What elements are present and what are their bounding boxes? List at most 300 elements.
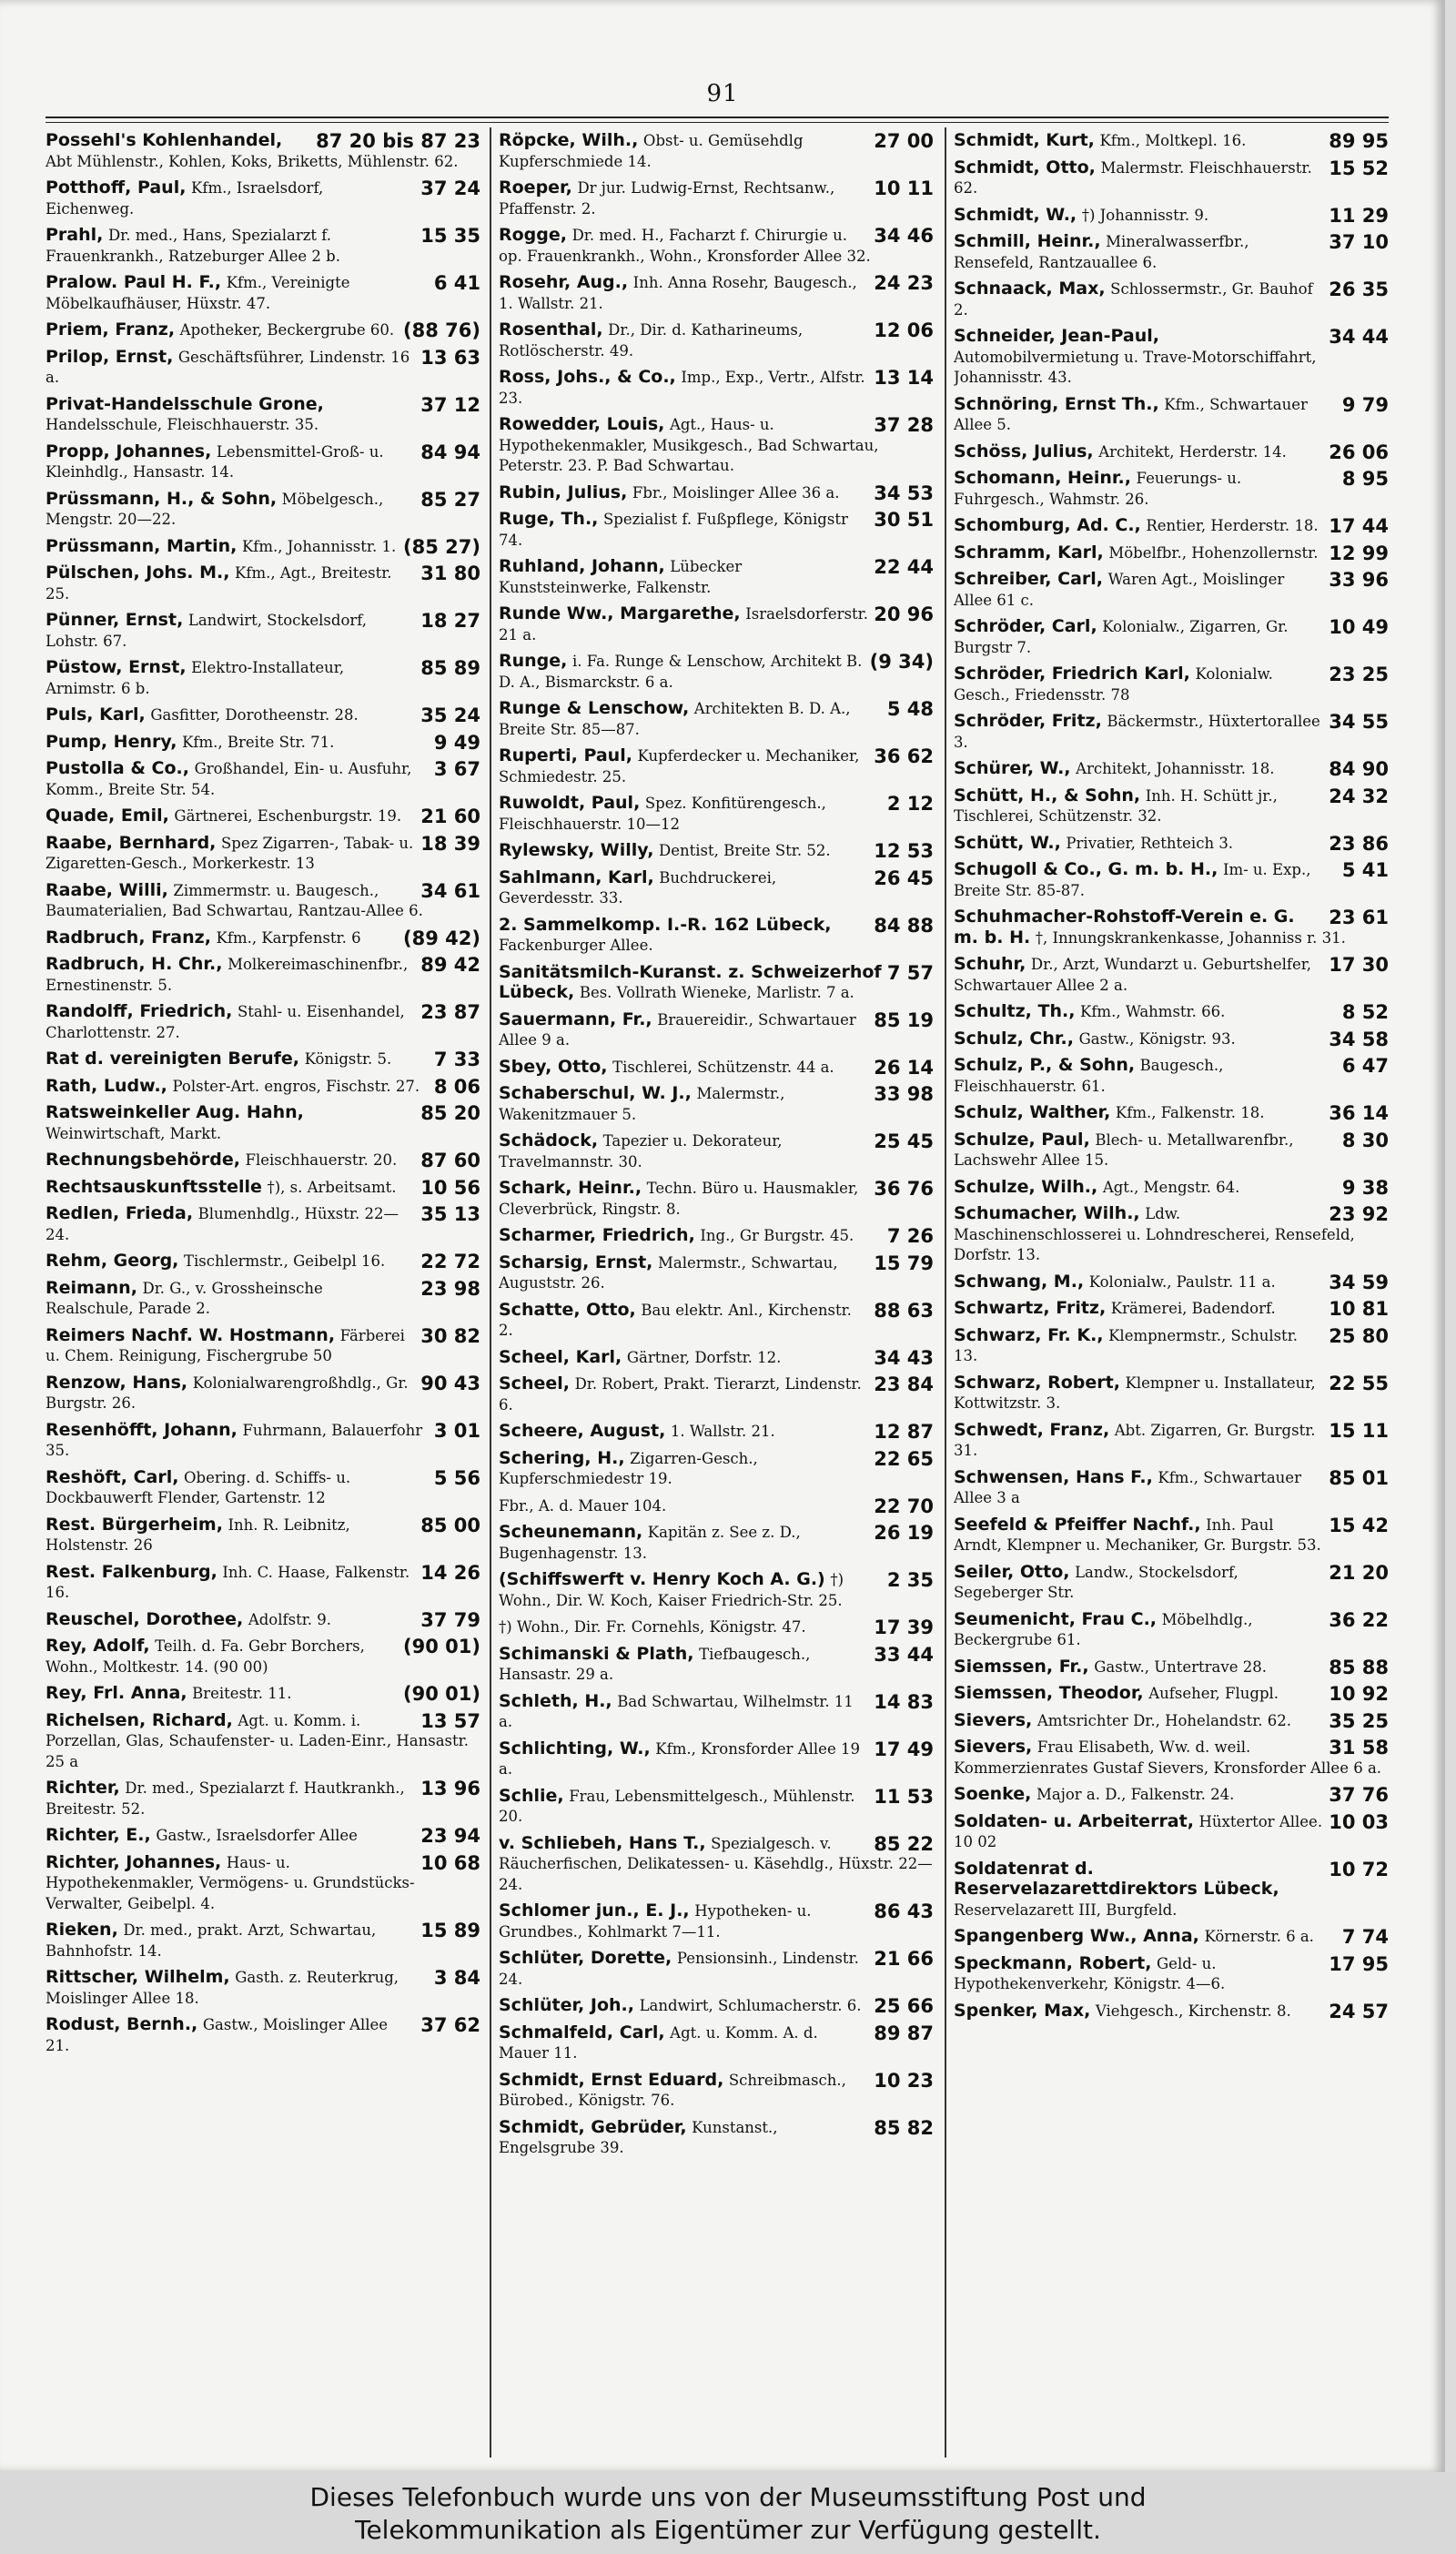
directory-column-3 [954, 131, 1389, 2457]
entry-phone: 37 62 [420, 2015, 480, 2036]
entry-details: Zigarren-Gesch., Kupferschmiedestr 19. [499, 1449, 758, 1487]
entry-name: Röpcke, Wilh., [499, 131, 639, 150]
directory-entry [499, 510, 934, 551]
directory-entry [499, 1570, 934, 1611]
entry-phone: 89 95 [1329, 131, 1389, 152]
entry-phone: 37 10 [1329, 232, 1389, 253]
entry-name: Privat-Handelsschule Grone, [46, 394, 324, 414]
entry-name: Richelsen, Richard, [46, 1710, 233, 1730]
directory-entry [499, 2023, 934, 2064]
entry-details: Kolonialw., Paulstr. 11 a. [1088, 1272, 1276, 1291]
entry-phone: (90 01) [403, 1637, 480, 1657]
entry-name: Schmalfeld, Carl, [499, 2022, 665, 2042]
directory-entry [499, 1692, 934, 1733]
entry-phone: 89 87 [874, 2022, 934, 2044]
entry-name: Sievers, [954, 1738, 1033, 1757]
entry-name: Schulz, Chr., [954, 1029, 1074, 1049]
entry-details: Großhandel, Ein- u. Ausfuhr, Komm., Breite Str. 54. [46, 760, 412, 798]
directory-entry [954, 664, 1389, 705]
directory-entry [499, 1645, 934, 1686]
entry-phone: 13 14 [874, 368, 934, 389]
entry-details: Dr. med., Spezialarzt f. Hautkrankh., Breitestr. 52. [46, 1779, 405, 1818]
directory-entry [46, 178, 480, 219]
directory-entry [46, 1711, 480, 1773]
entry-details: Geschäftsführer, Lindenstr. 16 a. [46, 348, 410, 386]
directory-entry [499, 273, 934, 314]
entry-phone: 7 57 [886, 962, 934, 984]
entry-name: Runge & Lenschow, [499, 699, 690, 718]
directory-entry [499, 841, 934, 862]
directory-entry [499, 1348, 934, 1369]
entry-phone: 87 60 [420, 1150, 480, 1171]
entry-phone: 2 12 [886, 794, 934, 815]
entry-phone: 9 79 [1341, 394, 1389, 416]
entry-phone: 85 00 [420, 1515, 480, 1536]
entry-name: Schütt, H., & Sohn, [954, 785, 1141, 806]
entry-details: Kfm., Wahmstr. 66. [1080, 1003, 1226, 1020]
entry-details: Lebensmittel-Groß- u. Kleinhdlg., Hansastr. 14. [46, 442, 384, 481]
entry-name: Reimers Nachf. W. Hostmann, [46, 1325, 336, 1345]
entry-details: Landw., Stockelsdorf, Segeberger Str. [954, 1563, 1239, 1601]
entry-details: Spez Zigarren-, Tabak- u. Zigaretten-Gesch., Morkerkestr. 13 [46, 834, 414, 872]
entry-name: Schlüter, Dorette, [499, 1949, 672, 1968]
entry-name: Schaberschul, W. J., [499, 1084, 692, 1103]
directory-entry [46, 1826, 480, 1847]
directory-entry [954, 1326, 1389, 1367]
entry-details: Adolfstr. 9. [248, 1610, 332, 1628]
directory-entry [499, 1787, 934, 1828]
entry-phone: 85 20 [420, 1103, 480, 1124]
entry-name: Scheel, [499, 1374, 570, 1394]
entry-phone: 14 83 [874, 1691, 934, 1713]
entry-phone: 10 49 [1329, 617, 1389, 638]
entry-name: Richter, E., [46, 1826, 151, 1845]
entry-phone: 15 11 [1329, 1420, 1389, 1442]
entry-phone: 22 65 [874, 1448, 934, 1470]
directory-entry [499, 1739, 934, 1780]
entry-name: Schneider, Jean-Paul, [954, 327, 1159, 346]
directory-entry [46, 1279, 480, 1320]
entry-details: Dr., Arzt, Wundarzt u. Geburtshelfer, Schwartauer Allee 2 a. [954, 956, 1312, 994]
entry-details: Techn. Büro u. Hausmakler, Cleverbrück, Ringstr. 8. [499, 1180, 859, 1218]
entry-phone: 26 19 [874, 1523, 934, 1544]
entry-name: Schultz, Th., [954, 1002, 1076, 1021]
entry-name: Schreiber, Carl, [954, 570, 1104, 589]
header-rule [46, 117, 1389, 118]
directory-entry [954, 1954, 1389, 1995]
entry-phone: 22 44 [874, 557, 934, 578]
entry-phone: 90 43 [420, 1373, 480, 1394]
directory-entry [954, 1515, 1389, 1556]
entry-name: Schlomer jun., E. J., [499, 1901, 690, 1921]
entry-name: Pülschen, Johs. M., [46, 563, 230, 583]
entry-phone: 88 63 [874, 1300, 934, 1322]
entry-details: Inh. Paul Arndt, Klempner u. Mechaniker, Gr. Burgstr. 53. [954, 1515, 1321, 1554]
entry-name: Schulz, P., & Sohn, [954, 1056, 1136, 1075]
directory-entry [46, 955, 480, 996]
entry-name: Soldatenrat d. Reservelazarettdirektors Lübeck, [954, 1859, 1279, 1899]
entry-details: Gasth. z. Reuterkrug, Moislinger Allee 18. [46, 1969, 399, 2007]
entry-details: Abt Mühlenstr., Kohlen, Koks, Briketts, Mühlenstr. 62. [46, 152, 459, 170]
directory-entry [46, 320, 480, 341]
entry-details: Obering. d. Schiffs- u. Dockbauwerft Flender, Gartenstr. 12 [46, 1468, 351, 1506]
entry-phone: 31 80 [420, 563, 480, 584]
entry-phone: 84 90 [1329, 759, 1389, 780]
entry-details: Körnerstr. 6 a. [1204, 1928, 1314, 1945]
entry-details: Malermstr., Wakenitzmauer 5. [499, 1085, 785, 1123]
entry-name: Raabe, Bernhard, [46, 833, 217, 853]
directory-entry [954, 206, 1389, 227]
entry-details: Waren Agt., Moislinger Allee 61 c. [954, 571, 1285, 609]
entry-name: Runde Ww., Margarethe, [499, 604, 741, 623]
entry-phone: 7 26 [886, 1226, 934, 1247]
entry-phone: 12 53 [874, 841, 934, 862]
directory-entry [499, 415, 934, 477]
entry-details: Gastw., Israelsdorfer Allee [156, 1827, 358, 1844]
entry-details: i. Fa. Runge & Lenschow, Architekt B. D. A., Bismarckstr. 6 a. [499, 653, 863, 691]
entry-phone: 34 58 [1329, 1029, 1389, 1049]
entry-phone: 35 24 [420, 705, 480, 726]
entry-phone: 22 70 [874, 1495, 934, 1516]
directory-entry [46, 1150, 480, 1171]
entry-details: Spezialist f. Fußpflege, Königstr 74. [499, 511, 848, 549]
entry-phone: 25 80 [1329, 1325, 1389, 1347]
directory-entry [954, 712, 1389, 753]
entry-name: Ruperti, Paul, [499, 746, 632, 765]
entry-phone: 24 57 [1329, 2001, 1389, 2022]
entry-name: Radbruch, Franz, [46, 927, 211, 948]
entry-details: Tischlerei, Schützenstr. 44 a. [612, 1058, 834, 1076]
entry-phone: 30 51 [874, 510, 934, 531]
entry-name: Schuhmacher-Rohstoff-Verein e. G. m. b. H. [954, 907, 1295, 948]
entry-phone: 84 88 [874, 915, 934, 937]
entry-details: †) Wohn., Dir. W. Koch, Kaiser Friedrich-Str. 25. [499, 1571, 844, 1609]
entry-phone: 30 82 [420, 1325, 480, 1347]
directory-entry [46, 1421, 480, 1462]
entry-name: Püstow, Ernst, [46, 658, 187, 677]
entry-name: Rest. Bürgerheim, [46, 1515, 223, 1535]
entry-name: Richter, [46, 1779, 120, 1798]
entry-name: Schwensen, Hans F., [954, 1467, 1153, 1487]
entry-name: Potthoff, Paul, [46, 178, 187, 198]
entry-name: Schramm, Karl, [954, 542, 1104, 562]
entry-name: Schöss, Julius, [954, 441, 1094, 461]
entry-name: Schlüter, Joh., [499, 1996, 634, 2015]
entry-phone: 84 94 [420, 441, 480, 463]
entry-phone: 12 87 [874, 1422, 934, 1443]
directory-entry [499, 1226, 934, 1247]
entry-name: Possehl's Kohlenhandel, [46, 131, 283, 150]
entry-phone: 10 81 [1329, 1299, 1389, 1320]
entry-name: Raabe, Willi, [46, 880, 168, 900]
directory-entry [46, 1468, 480, 1509]
entry-details: Im- u. Exp., Breite Str. 85-87. [954, 861, 1311, 899]
directory-entry [499, 1179, 934, 1220]
entry-phone: 13 63 [420, 347, 480, 369]
entry-name: Schark, Heinr., [499, 1179, 642, 1198]
entry-name: Renzow, Hans, [46, 1373, 188, 1393]
entry-details: Kfm., Moltkepl. 16. [1099, 132, 1247, 149]
directory-entry [499, 226, 934, 267]
entry-details: Gastw., Untertrave 28. [1094, 1657, 1267, 1676]
directory-entry [499, 1253, 934, 1294]
entry-details: Möbelgesch., Mengstr. 20—22. [46, 490, 384, 528]
entry-details: Gastw., Königstr. 93. [1078, 1029, 1236, 1048]
entry-details: Dentist, Breite Str. 52. [659, 842, 831, 859]
entry-name: Schuhr, [954, 955, 1026, 974]
entry-name: Prüssmann, H., & Sohn, [46, 489, 278, 509]
entry-details: Hypotheken- u. Grundbes., Kohlmarkt 7—11. [499, 1902, 812, 1941]
directory-entry [954, 1056, 1389, 1097]
entry-name: Spangenberg Ww., Anna, [954, 1927, 1199, 1946]
entry-name: Schulze, Paul, [954, 1130, 1090, 1150]
entry-details: Privatier, Rethteich 3. [1066, 834, 1234, 852]
entry-details: Pensionsinh., Lindenstr. 24. [499, 1950, 859, 1988]
entry-details: Fbr., A. d. Mauer 104. [499, 1496, 667, 1515]
directory-entry [954, 395, 1389, 436]
directory-column-2 [499, 131, 934, 2457]
directory-entry [954, 1812, 1389, 1853]
entry-name: Pump, Henry, [46, 732, 177, 752]
entry-details: Kfm., Johannisstr. 1. [241, 537, 397, 555]
directory-entry [46, 131, 480, 172]
entry-name: Schomann, Heinr., [954, 469, 1131, 488]
directory-entry [499, 1422, 934, 1443]
directory-entry [954, 442, 1389, 463]
entry-phone: 14 26 [420, 1562, 480, 1584]
directory-entry [499, 963, 934, 1004]
entry-name: Pünner, Ernst, [46, 611, 184, 630]
entry-name: Ruge, Th., [499, 510, 599, 529]
directory-entry [954, 907, 1389, 948]
directory-entry [46, 1610, 480, 1631]
entry-details: Haus- u. Hypothekenmakler, Vermögens- u. Grundstücks-Verwalter, Geibelpl. 4. [46, 1853, 415, 1912]
entry-details: Polster-Art. engros, Fischstr. 27. [172, 1077, 420, 1095]
entry-details: Major a. D., Falkenstr. 24. [1036, 1786, 1235, 1803]
entry-name: Rogge, [499, 226, 567, 245]
entry-phone: 5 48 [886, 699, 934, 720]
directory-entry [954, 279, 1389, 320]
entry-details: Ing., Gr Burgstr. 45. [700, 1227, 854, 1244]
entry-details: Zimmermstr. u. Baugesch., Baumaterialien, Bad Schwartau, Rantzau-Allee 6. [46, 881, 423, 919]
entry-phone: 36 14 [1329, 1103, 1389, 1124]
directory-entry [499, 1084, 934, 1125]
entry-details: Bad Schwartau, Wilhelmstr. 11 a. [499, 1692, 854, 1730]
entry-phone: 24 32 [1329, 785, 1389, 807]
directory-entry [954, 1711, 1389, 1732]
entry-phone: 13 57 [420, 1710, 480, 1732]
entry-phone: 10 11 [874, 178, 934, 199]
entry-name: Resenhöfft, Johann, [46, 1420, 238, 1440]
entry-details: Landwirt, Schlumacherstr. 6. [639, 1997, 862, 2014]
directory-entry [46, 1637, 480, 1677]
entry-details: Feuerungs- u. Fuhrgesch., Wahmstr. 26. [954, 470, 1242, 508]
entry-details: Blumenhdlg., Hüxstr. 22—24. [46, 1205, 399, 1243]
entry-details: Kfm., Schwartauer Allee 3 a [954, 1468, 1301, 1506]
directory-entry [499, 557, 934, 598]
entry-name: Seumenicht, Frau C., [954, 1609, 1157, 1629]
directory-entry [954, 1684, 1389, 1705]
entry-details: Fuhrmann, Balauerfohr 35. [46, 1421, 423, 1459]
entry-details: Israelsdorferstr. 21 a. [499, 605, 868, 644]
directory-entry [46, 733, 480, 754]
entry-name: Schulze, Wilh., [954, 1177, 1098, 1197]
entry-details: Obst- u. Gemüsehdlg Kupferschmiede 14. [499, 132, 804, 170]
directory-entry [954, 786, 1389, 827]
directory-entry [499, 1496, 934, 1517]
entry-phone: 13 96 [420, 1779, 480, 1799]
entry-phone: 17 49 [874, 1738, 934, 1760]
directory-entry [46, 1684, 480, 1705]
entry-details: Spezialgesch. v. Räucherfischen, Delikatessen- u. Käsehdlg., Hüxstr. 22—24. [499, 1834, 933, 1893]
entry-phone: 37 12 [420, 394, 480, 416]
entry-phone: 10 56 [420, 1177, 480, 1198]
directory-entry [954, 834, 1389, 855]
entry-phone: 37 76 [1329, 1785, 1389, 1806]
directory-entry [46, 1178, 480, 1199]
entry-phone: 20 96 [874, 604, 934, 625]
entry-phone: 34 53 [874, 482, 934, 503]
entry-name: Rath, Ludw., [46, 1076, 167, 1096]
directory-entry [499, 1834, 934, 1896]
entry-details: Frau Elisabeth, Ww. d. weil. Kommerzienrates Gustaf Sievers, Kronsforder Allee 6 a. [954, 1738, 1382, 1777]
directory-entry [46, 834, 480, 875]
entry-name: Soldaten- u. Arbeiterrat, [954, 1811, 1194, 1831]
directory-entry [954, 955, 1389, 996]
entry-phone: 37 24 [420, 178, 480, 199]
entry-name: Rubin, Julius, [499, 482, 628, 502]
entry-phone: 10 68 [420, 1852, 480, 1874]
entry-name: Schwartz, Fritz, [954, 1299, 1107, 1318]
entry-details: Inh. H. Schütt jr., Tischlerei, Schützenstr. 32. [954, 786, 1278, 825]
directory-entry [954, 1178, 1389, 1199]
entry-name: Schnaack, Max, [954, 279, 1106, 299]
directory-entry [954, 1610, 1389, 1651]
entry-phone: 3 84 [433, 1968, 480, 1989]
entry-name: Siemssen, Fr., [954, 1657, 1089, 1677]
directory-entry [46, 1779, 480, 1819]
directory-entry [954, 1204, 1389, 1266]
entry-phone: 5 41 [1341, 860, 1389, 881]
entry-phone: 35 25 [1329, 1710, 1389, 1731]
entry-details: Fackenburger Allee. [499, 937, 653, 954]
entry-phone: 85 22 [874, 1833, 934, 1855]
entry-phone: 35 13 [420, 1204, 480, 1225]
entry-details: Aufseher, Flugpl. [1148, 1685, 1279, 1702]
entry-phone: 85 19 [874, 1009, 934, 1031]
entry-details: Dr. med. H., Facharzt f. Chirurgie u. op. Frauenkrankh., Wohn., Kronsforder Allee 32. [499, 227, 871, 265]
directory-entry [499, 604, 934, 645]
entry-details: Kfm., Karpfenstr. 6 [216, 928, 361, 947]
entry-name: Reshöft, Carl, [46, 1467, 179, 1487]
directory-entry [954, 1563, 1389, 1604]
entry-phone: 85 88 [1329, 1657, 1389, 1677]
entry-details: Dr., Dir. d. Katharineums, Rotlöscherstr. 49. [499, 321, 804, 360]
entry-details: Architekt, Johannisstr. 18. [1076, 760, 1275, 777]
entry-details: Tischlermstr., Geibelpl 16. [183, 1252, 386, 1270]
entry-phone: 15 79 [874, 1252, 934, 1274]
entry-details: Klempnermstr., Schulstr. 13. [954, 1326, 1299, 1364]
directory-entry [499, 1058, 934, 1079]
entry-details: †), s. Arbeitsamt. [267, 1178, 397, 1196]
directory-entry [46, 1204, 480, 1245]
entry-phone: 22 55 [1329, 1373, 1389, 1394]
entry-details: Molkereimaschinenfbr., Ernestinenstr. 5. [46, 956, 409, 994]
entry-phone: 34 43 [874, 1347, 934, 1368]
entry-name: Schmidt, W., [954, 205, 1077, 225]
directory-entry [954, 1272, 1389, 1293]
entry-phone: 15 89 [420, 1921, 480, 1941]
directory-entry [46, 1921, 480, 1961]
entry-name: Randolff, Friedrich, [46, 1002, 233, 1021]
entry-details: Inh. C. Haase, Falkenstr. 16. [46, 1563, 410, 1601]
entry-details: Landwirt, Stockelsdorf, Lohstr. 67. [46, 612, 368, 650]
entry-details: Mineralwasserfbr., Rensefeld, Rantzauallee 6. [954, 233, 1249, 271]
header-rule-thin [46, 122, 1389, 123]
directory-entry [954, 1103, 1389, 1124]
directory-entry [499, 178, 934, 219]
entry-phone: 34 44 [1329, 327, 1389, 348]
entry-details: Handelsschule, Fleischhauerstr. 35. [46, 416, 319, 433]
entry-phone: 9 49 [433, 732, 480, 753]
entry-phone: 23 92 [1329, 1204, 1389, 1225]
entry-name: Schumacher, Wilh., [954, 1204, 1140, 1223]
directory-entry [46, 759, 480, 800]
entry-phone: 15 42 [1329, 1515, 1389, 1536]
entry-details: Breitestr. 11. [192, 1685, 292, 1702]
directory-entry [46, 1002, 480, 1043]
directory-entry [499, 1131, 934, 1172]
entry-phone: 23 86 [1329, 833, 1389, 854]
footer-line-1: Dieses Telefonbuch wurde uns von der Museumsstiftung Post und [309, 2482, 1147, 2512]
entry-name: Sievers, [954, 1710, 1033, 1730]
entry-phone: 11 53 [874, 1786, 934, 1808]
entry-name: Schulz, Walther, [954, 1103, 1111, 1122]
directory-entry [499, 1949, 934, 1990]
entry-name: Schleth, H., [499, 1691, 612, 1711]
entry-details: Spez. Konfitürengesch., Fleischhauerstr. 10—12 [499, 795, 826, 833]
directory-entry [46, 1252, 480, 1272]
entry-phone: 5 56 [433, 1467, 480, 1489]
entry-phone: 10 92 [1329, 1684, 1389, 1705]
entry-name: Seefeld & Pfeiffer Nachf., [954, 1515, 1201, 1535]
entry-name: Scharsig, Ernst, [499, 1252, 653, 1272]
entry-name: Rat d. vereinigten Berufe, [46, 1049, 300, 1069]
entry-phone: 33 96 [1329, 570, 1389, 591]
entry-name: Schomburg, Ad. C., [954, 516, 1141, 535]
directory-entry [954, 1468, 1389, 1509]
directory-entry [46, 563, 480, 604]
directory-entry [499, 131, 934, 172]
entry-details: Kfm., Kronsforder Allee 19 a. [499, 1739, 860, 1778]
directory-entry [46, 395, 480, 436]
entry-name: Rechtsauskunftsstelle [46, 1177, 262, 1197]
entry-details: Inh. Anna Rosehr, Baugesch., 1. Wallstr. 21. [499, 274, 857, 312]
directory-entry [46, 1515, 480, 1556]
entry-phone: 26 45 [874, 867, 934, 889]
entry-details: Kfm., Schwartauer Allee 5. [954, 395, 1308, 433]
directory-entry [46, 1968, 480, 2009]
entry-phone: 17 44 [1329, 516, 1389, 537]
entry-details: Imp., Exp., Vertr., Alfstr. 23. [499, 369, 865, 407]
entry-phone: 85 01 [1329, 1467, 1389, 1489]
entry-phone: 6 47 [1341, 1056, 1389, 1077]
directory-entry [499, 1523, 934, 1564]
entry-details: Dr jur. Ludwig-Ernst, Rechtsanw., Pfaffenstr. 2. [499, 179, 835, 218]
entry-phone: 22 72 [420, 1252, 480, 1272]
entry-phone: 18 27 [420, 611, 480, 632]
entry-phone: 8 52 [1341, 1002, 1389, 1023]
